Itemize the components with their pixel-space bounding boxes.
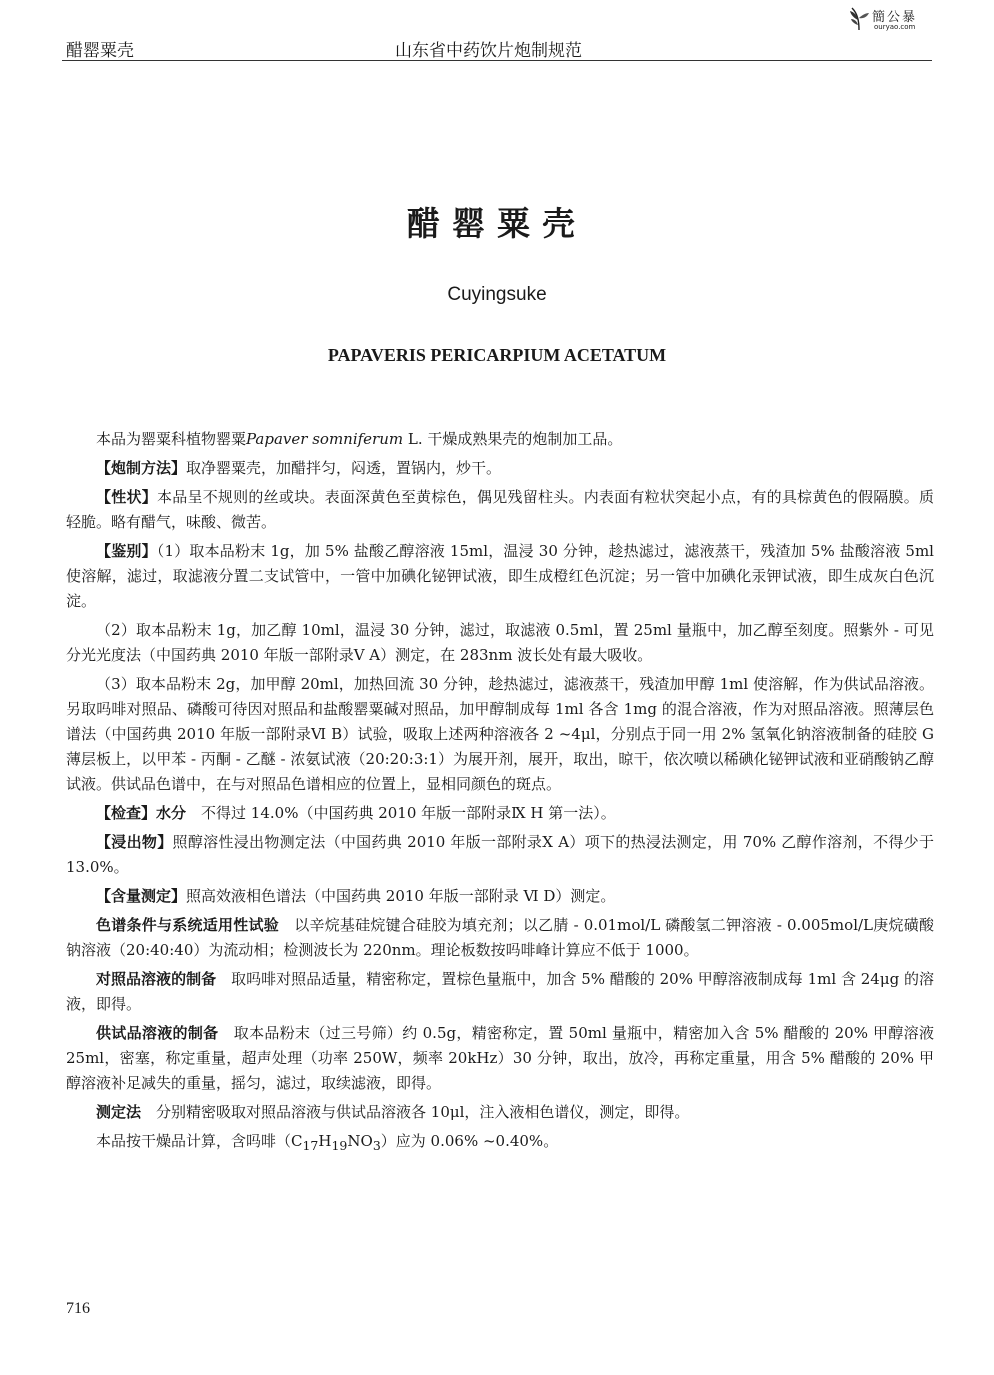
check-sublabel: 水分 [156,804,187,822]
identification-paragraph-3: （3）取本品粉末 2g，加甲醇 20ml，加热回流 30 分钟，趁热滤过，滤液蒸干，残渣加甲醇 1ml 使溶解，作为供试品溶液。另取吗啡对照品、磷酸可待因对照品和盐酸罂粟碱对照品，加甲醇制成每 1ml 各含 1mg 的混合溶液，作为对照品溶液。照薄层色谱法（中国药典 2010 年版一部附录Ⅵ B）试验，吸取上述两种溶液各 2 ~4μl，分别点于同一用 2% 氢氧化钠溶液制备的硅胶 G 薄层板上，以甲苯 - 丙酮 - 乙醚 - 浓氨试液（20:20:3:1）为展开剂，展开，取出，晾干，依次喷以稀碘化铋钾试液和亚硝酸钠乙醇试液。供试品色谱中，在与对照品色谱相应的位置上，显相同颜色的斑点。 [66,675,934,793]
extract-paragraph: 【浸出物】照醇溶性浸出物测定法（中国药典 2010 年版一部附录Ⅹ A）项下的热浸法测定，用 70% 乙醇作溶剂，不得少于 13.0%。 [66,833,934,876]
page-number: 716 [66,1300,90,1317]
species-name: Papaver somniferum [246,430,404,448]
method-paragraph: 测定法 分别精密吸取对照品溶液与供试品溶液各 10μl，注入液相色谱仪，测定，即得。 [96,1103,690,1121]
section-label-character: 【性状】 [96,488,157,506]
header-book-title: 山东省中药饮片炮制规范 [395,41,582,61]
latin-name: PAPAVERIS PERICARPIUM ACETATUM [327,345,667,365]
identification-paragraph-1: 【鉴别】（1）取本品粉末 1g，加 5% 盐酸乙醇溶液 15ml，温浸 30 分钟，趁热滤过，滤液蒸干，残渣加 5% 盐酸溶液 5ml 使溶解，滤过，取滤液分置二支试管中，一管中加碘化铋钾试液，即生成橙红色沉淀；另一管中加碘化汞钾试液，即生成灰白色沉淀。 [66,542,934,610]
identification-paragraph-2: （2）取本品粉末 1g，加乙醇 10ml，温浸 30 分钟，滤过，取滤液 0.5ml，置 25ml 量瓶中，加乙醇至刻度。照紫外 - 可见分光光度法（中国药典 2010 年版一部附录Ⅴ A）测定，在 283nm 波长处有最大吸收。 [66,621,934,664]
content-paragraph: 本品按干燥品计算，含吗啡$(C_{17}H_{19}NO_3)$应为 0.06% ~0.40%。 [96,1132,559,1153]
intro-paragraph: 本品为罂粟科植物罂粟Papaver somniferum L. 干燥成熟果壳的炮制加工品。 [96,430,623,448]
chromatography-paragraph: 色谱条件与系统适用性试验 以辛烷基硅烷键合硅胶为填充剂；以乙腈 - 0.01mol/L 磷酸氢二钾溶液 - 0.005mol/L庚烷磺酸钠溶液（20:40:40）为流动相；检测波长为 220nm。理论板数按吗啡峰计算应不低于 1000。 [66,916,934,959]
chrom-conditions-label: 色谱条件与系统适用性试验 [96,916,279,934]
monograph-body [66,427,934,1162]
page-title: 醋罂粟壳 [407,204,587,243]
logo-url: ouryao.com [874,23,916,31]
reference-solution-paragraph: 对照品溶液的制备 取吗啡对照品适量，精密称定，置棕色量瓶中，加含 5% 醋酸的 20% 甲醇溶液制成每 1ml 含 24μg 的溶液，即得。 [66,970,934,1013]
reference-solution-label: 对照品溶液的制备 [96,970,217,988]
check-paragraph: 【检查】水分 不得过 14.0%（中国药典 2010 年版一部附录Ⅸ H 第一法）。 [96,804,616,822]
assay-paragraph: 【含量测定】照高效液相色谱法（中国药典 2010 年版一部附录 Ⅵ D）测定。 [96,887,616,905]
logo-text: 簡公暴 [872,10,918,25]
leaf-logo-icon [848,6,870,32]
section-label-processing: 【炮制方法】 [96,459,187,477]
method-label: 测定法 [96,1103,142,1121]
processing-paragraph: 【炮制方法】取净罂粟壳，加醋拌匀，闷透，置锅内，炒干。 [96,459,502,477]
section-label-check: 【检查】 [96,804,157,822]
section-label-assay: 【含量测定】 [96,887,187,905]
character-paragraph: 【性状】本品呈不规则的丝或块。表面深黄色至黄棕色，偶见残留柱头。内表面有粒状突起小点，有的具棕黄色的假隔膜。质轻脆。略有醋气，味酸、微苦。 [66,488,934,531]
section-label-extract: 【浸出物】 [96,833,173,851]
test-solution-paragraph: 供试品溶液的制备 取本品粉末（过三号筛）约 0.5g，精密称定，置 50ml 量瓶中，精密加入含 5% 醋酸的 20% 甲醇溶液 25ml，密塞，称定重量，超声处理（功率 250W，频率 20kHz）30 分钟，取出，放冷，再称定重量，用含 5% 醋酸的 20% 甲醇溶液补足减失的重量，摇匀，滤过，取续滤液，即得。 [66,1024,934,1092]
logo [848,4,968,38]
header-rule [62,60,932,61]
header-left-title: 醋罂粟壳 [66,41,134,61]
section-label-identification: 【鉴别】 [96,542,157,560]
test-solution-label: 供试品溶液的制备 [96,1024,219,1042]
pinyin-name: Cuyingsuke [447,284,547,305]
